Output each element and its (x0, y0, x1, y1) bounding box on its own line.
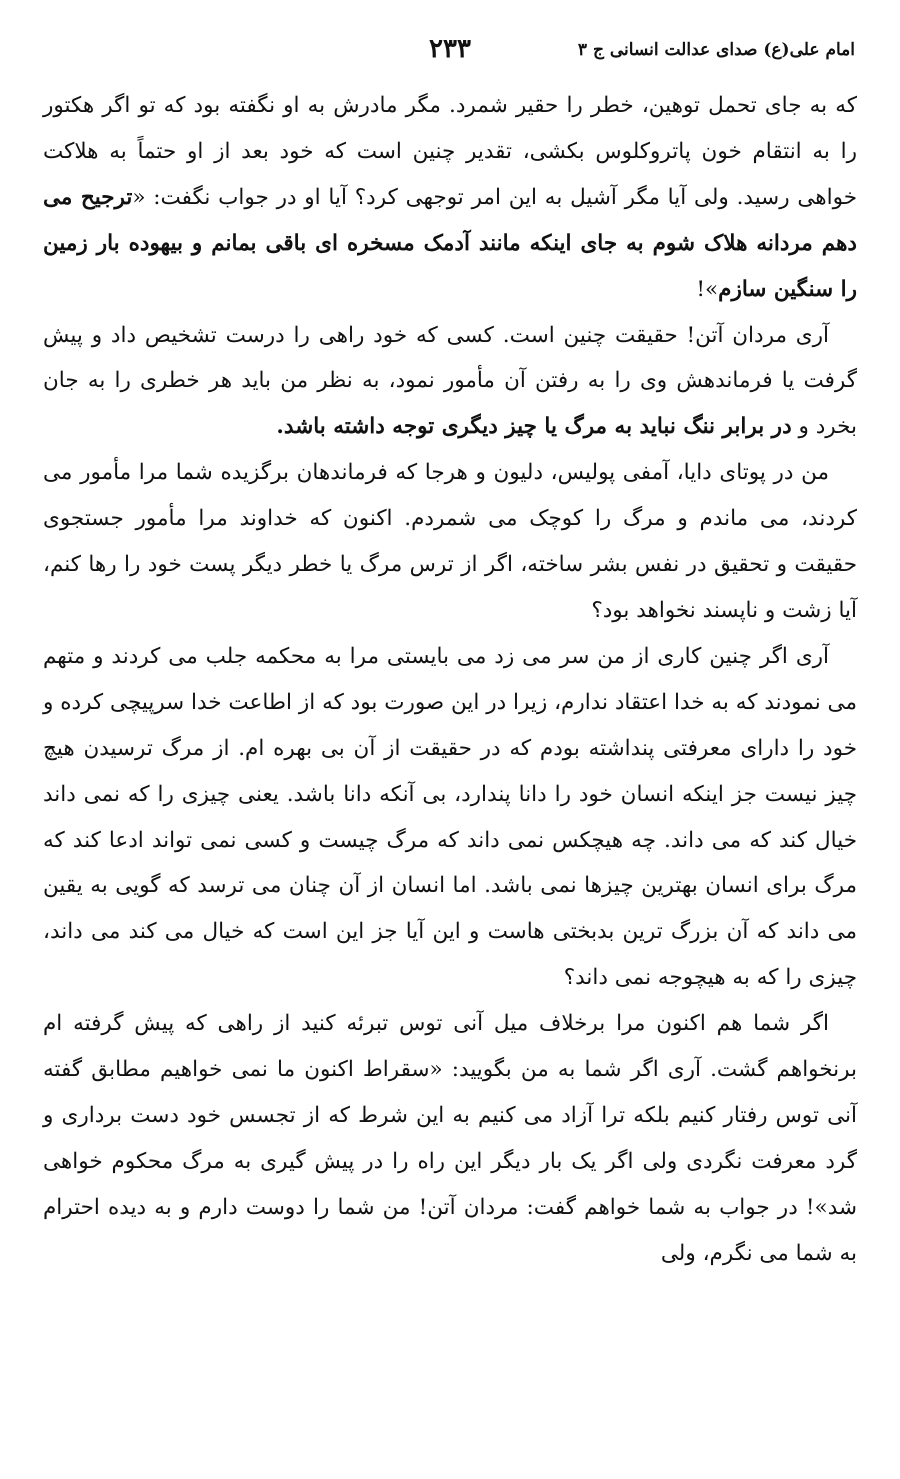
running-title: امام علی(ع) صدای عدالت انسانی ج ۳ (577, 40, 855, 60)
paragraph-text: که به جای تحمل توهین، خطر را حقیر شمرد. مگر مادرش به او نگفته بود که تو اگر هکتور را به انتقام خون پاتروکلوس بکشی، تقدیر چنین است که خود بعد از او حتماً به هلاکت خواهی رسید. ولی آیا مگر آشیل به این امر توجهی کرد؟ آیا او در جواب نگفت: « (43, 93, 857, 210)
paragraph-text: اگر شما هم اکنون مرا برخلاف میل آنی توس تبرئه کنید از راهی که پیش گرفته ام برنخواهم گشت. آری اگر شما به من بگویید: «سقراط اکنون ما نمی خواهیم مطابق گفته آنی توس رفتار کنیم بلکه ترا آزاد می کنیم به این شرط که از تجسس خود دست برداری و گرد معرفت نگردی ولی اگر یک بار دیگر این راه را در پیش گیری به مرگ محکوم خواهی شد»! در جواب به شما خواهم گفت: مردان آتن! من شما را دوست دارم و به دیده احترام به شما می نگرم، ولی (43, 1011, 857, 1266)
paragraph-text: . (276, 414, 284, 440)
paragraph-2 (43, 313, 857, 451)
page-header (45, 34, 855, 74)
paragraph-4 (43, 634, 857, 1001)
bold-phrase: در برابر ننگ نباید به مرگ یا چیز دیگری توجه داشته باشد (283, 414, 792, 440)
paragraph-5 (43, 1001, 857, 1276)
paragraph-1 (43, 83, 857, 313)
paragraph-text: آری مردان آتن! حقیقت چنین است. کسی که خود راهی را درست تشخیص داد و پیش گرفت یا فرماندهش وی را به رفتن آن مأمور نمود، به نظر من باید هر خطری را به جان بخرد و (43, 322, 857, 440)
body-text (43, 83, 857, 1277)
paragraph-text: من در پوتای دایا، آمفی پولیس، دلیون و هرجا که فرماندهان برگزیده شما مرا مأمور می کردند، می ماندم و مرگ را کوچک می شمردم. اکنون که خداوند مرا مأمور جستجوی حقیقت و تحقیق در نفس بشر ساخته، اگر از ترس مرگ یا خطر دیگر پست خود را رها کنم، آیا زشت و ناپسند نخواهد بود؟ (43, 460, 857, 623)
bold-quote: ترجیح می دهم مردانه هلاک شوم به جای اینکه مانند آدمک مسخره ای باقی بمانم و بیهوده بار زمین را سنگین سازم (43, 184, 857, 302)
paragraph-text: »! (696, 276, 719, 302)
paragraph-text: آری اگر چنین کاری از من سر می زد می بایستی مرا به محکمه جلب می کردند و متهم می نمودند که به خدا اعتقاد ندارم، زیرا در این صورت بود که از اطاعت خدا سرپیچی کرده و خود را دارای معرفتی پنداشته بودم که در حقیقت از آن بی بهره ام. از مرگ ترسیدن هیچ چیز نیست جز اینکه انسان خود را دانا پندارد، بی آنکه دانا باشد. یعنی چیزی را که نمی داند خیال کند که می داند. چه هیچکس نمی داند که مرگ چیست و کسی نمی تواند ادعا کند که مرگ برای انسان بهترین چیزها نمی باشد. اما انسان از آن چنان می ترسد که گویی به یقین می داند که آن بزرگ ترین بدبختی هاست و این آیا جز این است که خیال می کند می داند، چیزی را که به هیچوجه نمی داند؟ (43, 643, 857, 991)
page-number: ۲۳۳ (429, 34, 471, 64)
paragraph-3 (43, 450, 857, 634)
